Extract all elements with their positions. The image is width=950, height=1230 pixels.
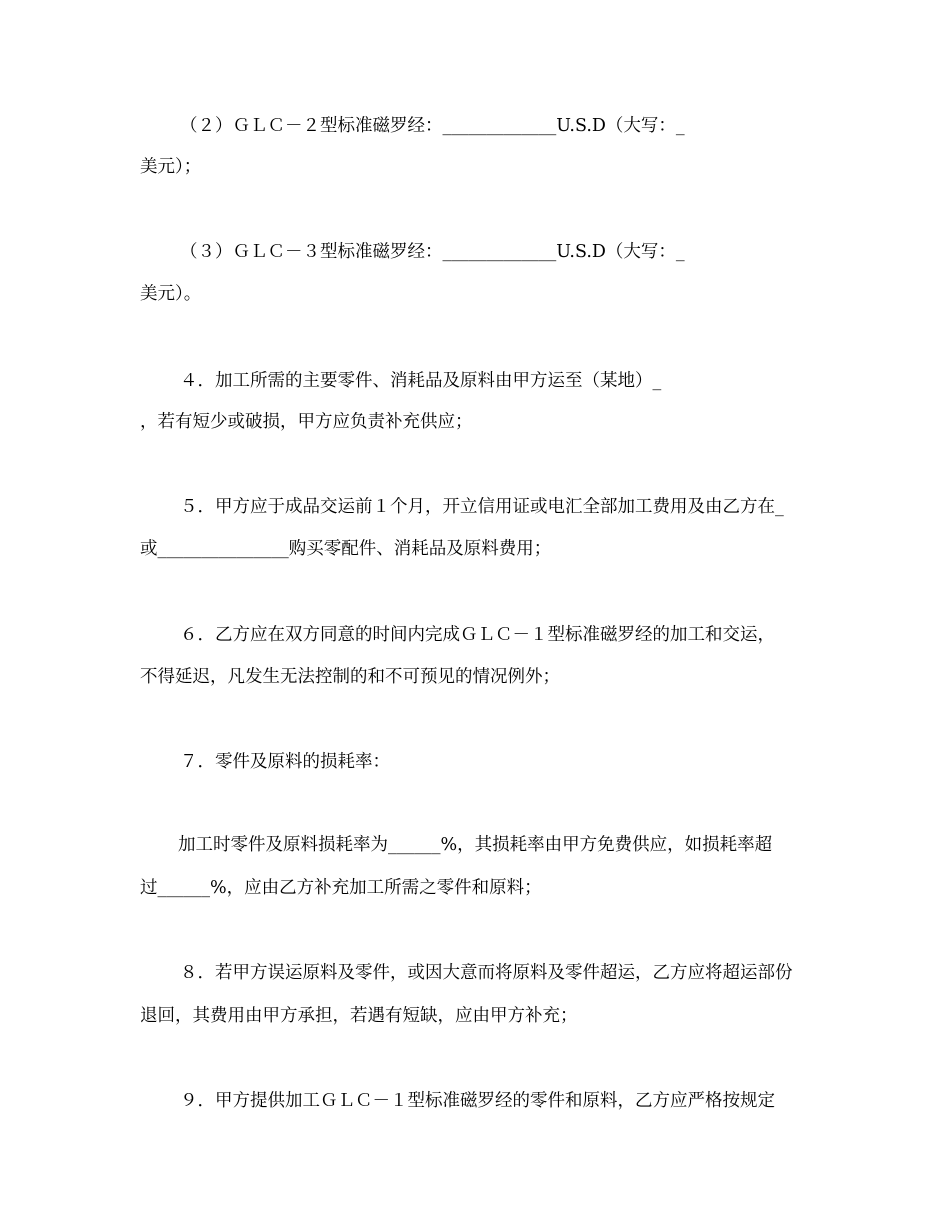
clause-2-line-2: 美元）； — [140, 157, 202, 177]
clause-4-line-1: ４．加工所需的主要零件、消耗品及原料由甲方运至（某地）_ — [180, 371, 662, 391]
clause-7-detail-line-2: 过______%，应由乙方补充加工所需之零件和原料； — [140, 878, 542, 898]
clause-5-line-2: 或_______________购买零配件、消耗品及原料费用； — [140, 539, 552, 559]
clause-6-line-1: ６．乙方应在双方同意的时间内完成ＧＬＣ－１型标准磁罗经的加工和交运， — [180, 625, 775, 645]
clause-7-detail-line-1: 加工时零件及原料损耗率为______%，其损耗率由甲方免费供应，如损耗率超 — [178, 835, 773, 855]
clause-6-line-2: 不得延迟，凡发生无法控制的和不可预见的情况例外； — [140, 667, 560, 687]
clause-8-line-2: 退回，其费用由甲方承担，若遇有短缺，应由甲方补充； — [140, 1006, 578, 1026]
clause-7-line-1: ７．零件及原料的损耗率： — [180, 752, 390, 772]
clause-4-line-2: ，若有短少或破损，甲方应负责补充供应； — [140, 412, 473, 432]
clause-8-line-1: ８．若甲方误运原料及零件，或因大意而将原料及零件超运，乙方应将超运部份 — [180, 963, 793, 983]
clause-3-line-2: 美元）。 — [140, 284, 202, 304]
clause-3-line-1: （３）ＧＬＣ－３型标准磁罗经：_____________U.S.D（大写：_ — [180, 242, 685, 262]
clause-5-line-1: ５．甲方应于成品交运前１个月，开立信用证或电汇全部加工费用及由乙方在_ — [180, 497, 784, 517]
clause-2-line-1: （２）ＧＬＣ－２型标准磁罗经：_____________U.S.D（大写：_ — [180, 116, 685, 136]
clause-9-line-1: ９．甲方提供加工ＧＬＣ－１型标准磁罗经的零件和原料，乙方应严格按规定 — [180, 1091, 775, 1111]
